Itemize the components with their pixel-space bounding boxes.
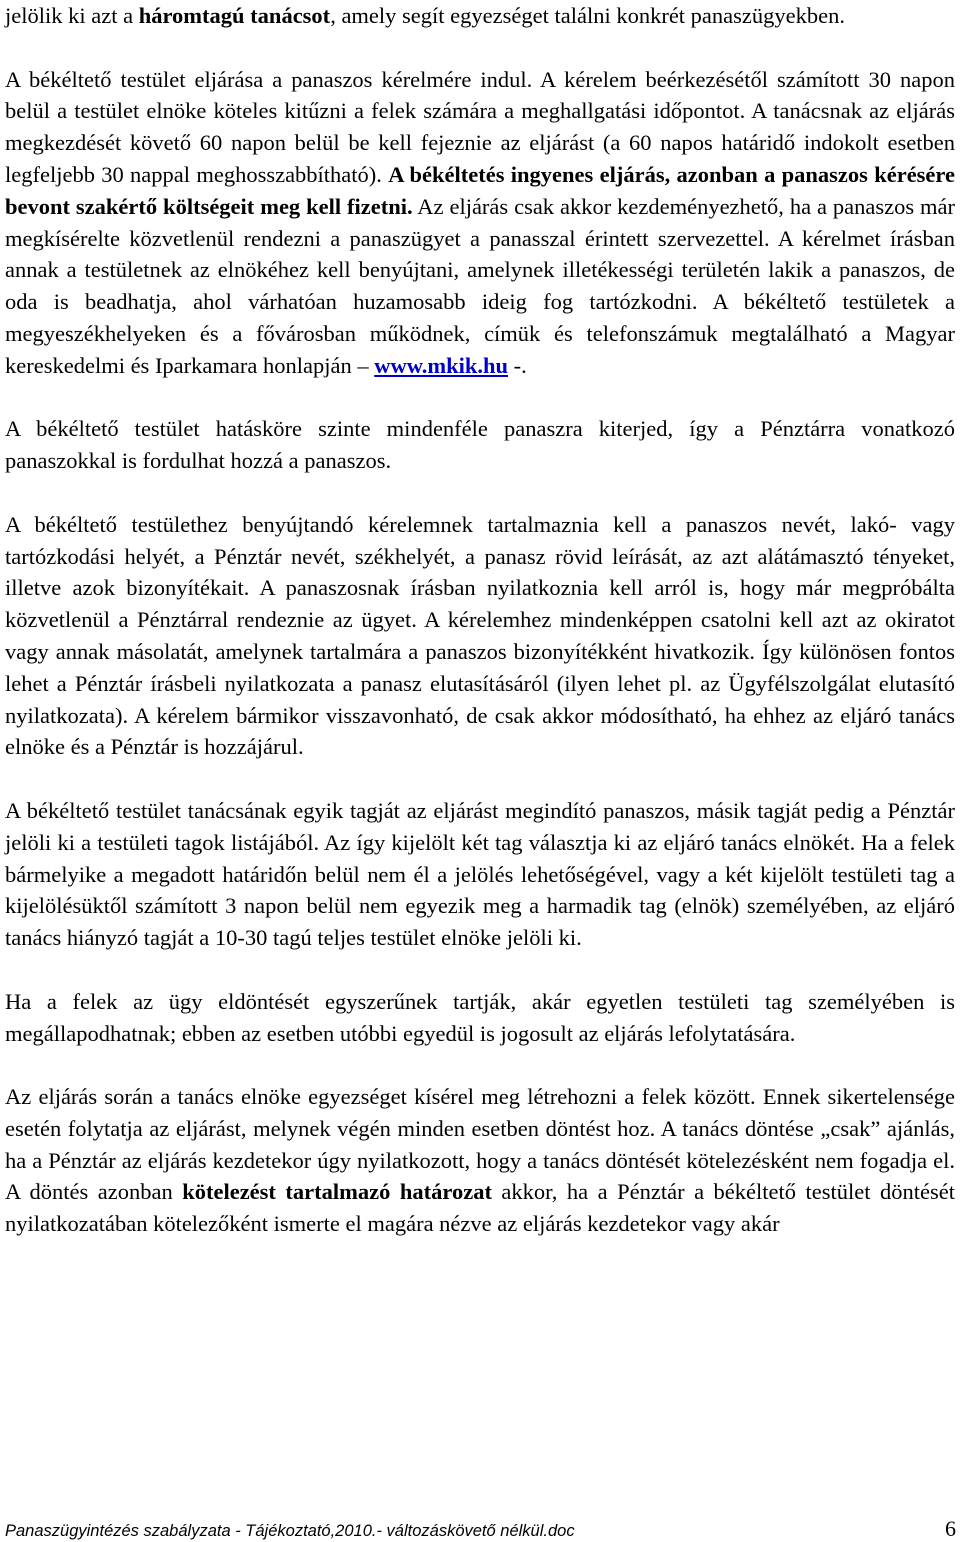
paragraph-1	[5, 0, 955, 32]
paragraph-6: Ha a felek az ügy eldöntését egyszerűnek tartják, akár egyetlen testületi tag személyében is megállapodhatnak; ebben az esetben utóbbi egyedül is jogosult az eljárás lefolytatására.	[5, 988, 955, 1046]
text-run: , amely segít egyezséget találni konkrét panaszügyekben.	[330, 3, 845, 28]
bold-text: kötelezést tartalmazó határozat	[182, 1179, 492, 1205]
text-run: jelölik ki azt a	[5, 3, 139, 28]
paragraph-4: A békéltető testülethez benyújtandó kérelemnek tartalmaznia kell a panaszos nevét, lakó- vagy tartózkodási helyét, a Pénztár nevét, székhelyét, a panasz rövid leírását, az azt alátámasztó tényeket, illetve azok bizonyítékait. A panaszosnak írásban nyilatkoznia kell arról is, hogy már megpróbálta közvetlenül a Pénztárral rendeznie az ügyet. A kérelemhez mindenképpen csatolni kell azt az okiratot vagy annak másolatát, amelynek tartalmára a panaszos bizonyítékként hivatkozik. Így különösen fontos lehet a Pénztár írásbeli nyilatkozata a panasz elutasításáról (ilyen lehet pl. az Ügyfélszolgálat elutasító nyilatkozata). A kérelem bármikor visszavonható, de csak akkor módosítható, ha ehhez az eljáró tanács elnöke és a Pénztár is hozzájárul.	[5, 511, 955, 760]
text-run: akkor, ha a Pénztár a békéltető testület döntését nyilatkozatában kötelezőként ismerte el magára nézve az eljárás kezdetekor vagy akár	[5, 1179, 955, 1237]
text-run: A békéltető testület eljárása a panaszos kérelmére indul. A kérelem beérkezésétől számított 30 napon belül a testület elnöke köteles kitűzni a felek számára a meghallgatási időpontot. A tanácsnak az eljárás megkezdését követő 60 napon belül be kell fejeznie az eljárást (a 60 napos határidő indokolt esetben legfeljebb 30 nappal meghosszabbítható).	[5, 66, 955, 187]
paragraph-7	[5, 1081, 955, 1240]
text-run: Az eljárás csak akkor kezdeményezhető, ha a panaszos már megkísérelte közvetlenül rendezni a panaszügyet a panasszal érintett szervezettel. A kérelmet írásban annak a testületnek az elnökéhez kell benyújtani, amelynek illetékességi területén lakik a panaszos, de oda is beadhatja, ahol várhatóan huzamosabb ideig fog tartózkodni. A békéltető testületek a megyeszékhelyeken és a fővárosban működnek, címük és telefonszámuk megtalálható a Magyar kereskedelmi és Iparkamara honlapján –	[5, 193, 955, 378]
footer-filename: Panaszügyintézés szabályzata - Tájékoztató,2010.- változáskövető nélkül.doc	[5, 1522, 575, 1540]
paragraph-5: A békéltető testület tanácsának egyik tagját az eljárást megindító panaszos, másik tagját pedig a Pénztár jelöli ki a testületi tagok listájából. Az így kijelölt két tag választja ki az eljáró tanács elnökét. Ha a felek bármelyike a megadott határidőn belül nem él a jelölés lehetőségével, vagy a két kijelölt testületi tag a kijelölésüktől számított 3 napon belül nem egyezik meg a harmadik tag (elnök) személyében, az eljáró tanács hiányzó tagját a 10-30 tagú teljes testület elnöke jelöli ki.	[5, 797, 955, 951]
paragraph-2	[5, 64, 955, 382]
paragraph-3: A békéltető testület hatásköre szinte mindenféle panaszra kiterjed, így a Pénztárra vonatkozó panaszokkal is fordulhat hozzá a panaszos.	[5, 416, 955, 474]
mkik-link[interactable]: www.mkik.hu	[374, 352, 509, 378]
bold-text: háromtagú tanácsot	[138, 3, 331, 28]
text-run: -.	[508, 352, 527, 378]
bold-text: A békéltetés ingyenes eljárás, azonban a panaszos kérésére bevont szakértő költségeit meg kell fizetni.	[5, 161, 955, 219]
document-body	[5, 0, 955, 1240]
page-footer	[5, 1516, 956, 1542]
page-number: 6	[945, 1516, 956, 1541]
text-run: Az eljárás során a tanács elnöke egyezséget kísérel meg létrehozni a felek között. Ennek sikertelensége esetén folytatja az eljárást, melynek végén minden esetben döntést hoz. A tanács döntése „csak” ajánlás, ha a Pénztár az eljárás kezdetekor úgy nyilatkozott, hogy a tanács döntését kötelezésként nem fogadja el. A döntés azonban	[5, 1084, 955, 1205]
